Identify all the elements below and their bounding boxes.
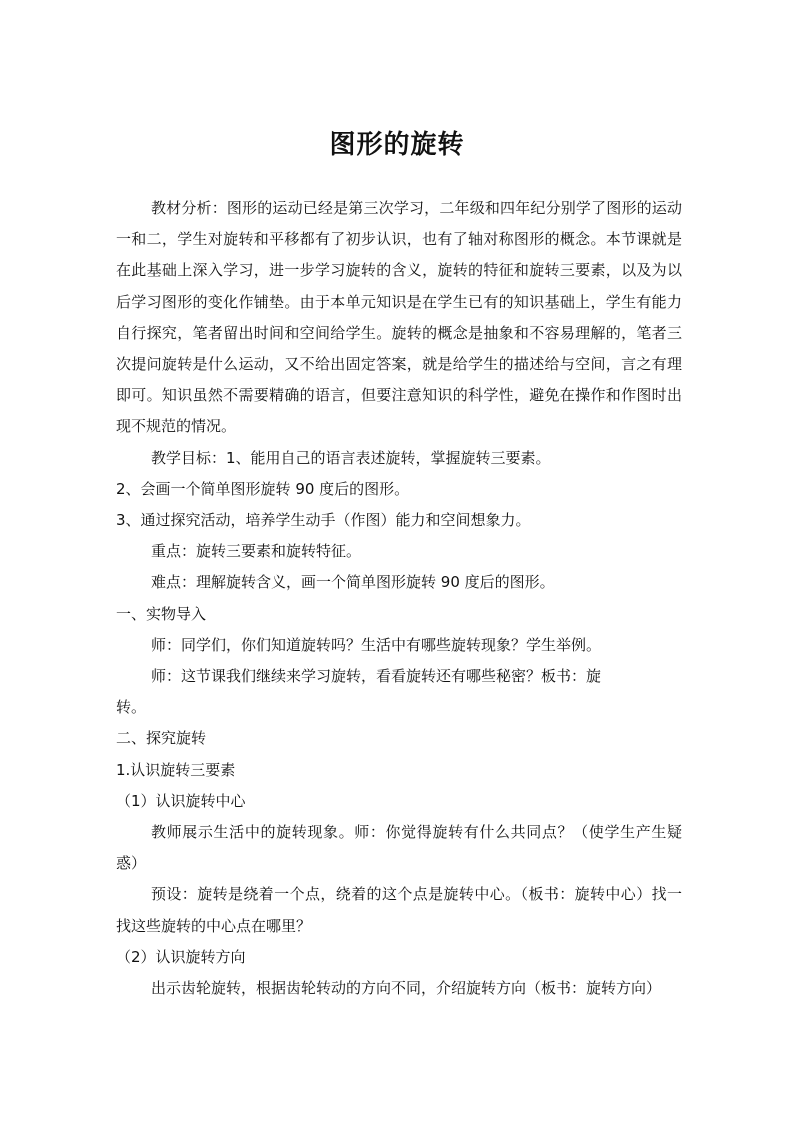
key-point: 重点：旋转三要素和旋转特征。 [151,542,362,561]
section-heading-2: 二、探究旋转 [116,729,207,748]
section-heading-1: 一、实物导入 [116,604,207,623]
show-paragraph-1: 教师展示生活中的旋转现象。师：你觉得旋转有什么共同点？（使学生产生疑惑） [116,823,682,873]
teacher-line-1: 师：同学们，你们知道旋转吗？生活中有哪些旋转现象？学生举例。 [151,635,602,654]
item-heading-2: （2）认识旋转方向 [116,947,246,966]
document-body [116,193,682,1004]
objective-3: 3、通过探究活动，培养学生动手（作图）能力和空间想象力。 [116,511,531,530]
analysis-paragraph: 教材分析：图形的运动已经是第三次学习，二年级和四年纪分别学了图形的运动一和二，学生对旋转和平移都有了初步认识，也有了轴对称图形的概念。本节课就是在此基础上深入学习，进一步学习旋转的含义，旋转的特征和旋转三要素，以及为以后学习图形的变化作铺垫。由于本单元知识是在学生已有的知识基础上，学生有能力自行探究，笔者留出时间和空间给学生。旋转的概念是抽象和不容易理解的，笔者三次提问旋转是什么运动，又不给出固定答案，就是给学生的描述给与空间，言之有理即可。知识虽然不需要精确的语言，但要注意知识的科学性，避免在操作和作图时出现不规范的情况。 [116,199,682,436]
item-heading-1: （1）认识旋转中心 [116,791,246,810]
objective-2: 2、会画一个简单图形旋转 90 度后的图形。 [116,479,410,498]
teacher-line-2b: 转。 [116,698,147,717]
difficulty: 难点：理解旋转含义，画一个简单图形旋转 90 度后的图形。 [151,573,555,592]
subsection-heading-1: 1.认识旋转三要素 [116,760,236,779]
preset-paragraph: 预设：旋转是绕着一个点，绕着的这个点是旋转中心。（板书：旋转中心）找一找这些旋转的中心点在哪里？ [116,885,682,935]
show-paragraph-2: 出示齿轮旋转，根据齿轮转动的方向不同，介绍旋转方向（板书：旋转方向） [151,979,662,998]
teacher-line-2a: 师：这节课我们继续来学习旋转，看看旋转还有哪些秘密？板书：旋 [151,667,602,686]
document-title: 图形的旋转 [329,130,465,160]
objective-1: 教学目标：1、能用自己的语言表述旋转，掌握旋转三要素。 [151,448,551,467]
